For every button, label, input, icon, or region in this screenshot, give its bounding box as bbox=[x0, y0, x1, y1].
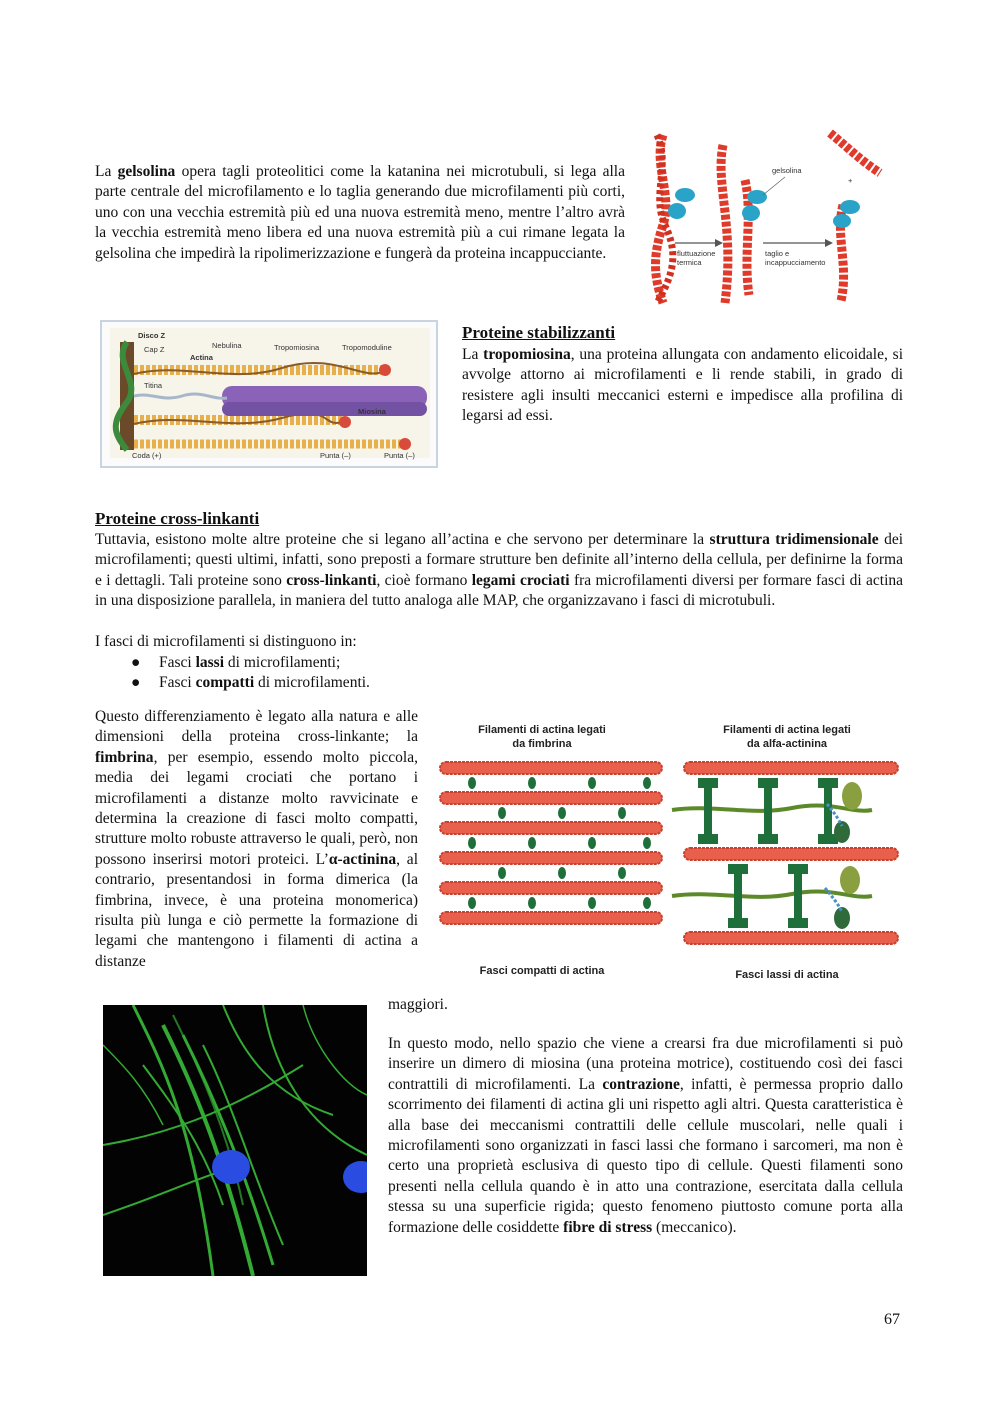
term-alfa-actinina: α-actinina bbox=[328, 850, 397, 868]
label-disco-z: Disco Z bbox=[138, 331, 166, 340]
sarcomere-figure bbox=[100, 320, 438, 468]
text-run: , per esempio, essendo molto piccola, media dei legami crociati che portano i microfilamenti a distanze molto ravvicinate e determina la creazione di fasci molto compatti, strutture molto robuste attraverso le quali, però, non possono inserirsi motori proteici. L’ bbox=[95, 748, 418, 868]
gelsolin-1 bbox=[668, 188, 695, 219]
bundle-left-title bbox=[447, 723, 637, 751]
text-run: , al contrario, presentandosi in forma dimerica (la fimbrina, invece, è una proteina monomerica) risulta più lunga e ciò permette la formazione di legami che mantengono i filamenti di actina a distanze bbox=[95, 850, 418, 970]
label-tropomiosina: Tropomiosina bbox=[274, 343, 320, 352]
heading-stabilizzanti: Proteine stabilizzanti bbox=[462, 323, 616, 342]
text-run: , cioè formano bbox=[376, 571, 472, 589]
sarcomere-diagram bbox=[102, 322, 436, 466]
differenziamento-continuation: maggiori. bbox=[388, 996, 448, 1013]
bundle-right-title bbox=[692, 723, 882, 751]
actin-bundles-figure bbox=[432, 718, 904, 988]
term-gelsolina: gelsolina bbox=[117, 163, 176, 180]
term-legami-crociati: legami crociati bbox=[471, 571, 570, 589]
text-run: opera tagli proteolitici come la katanina nei microtubuli, si lega alla parte centrale del microfilamento e lo taglia generando due microfilamenti più corti, uno con una vecchia estremità più ed una nuova estremità meno, mentre l’altro avrà la vecchia estremità meno libera ed una nuova estremità più a cui rimane legata la gelsolina che impedirà la ripolimerizzazione e fungerà da proteina incappucciante. bbox=[95, 163, 625, 262]
fasci-list bbox=[95, 653, 695, 694]
label-fluttuazione: fluttuazione bbox=[677, 249, 716, 258]
myosin-filament bbox=[222, 386, 427, 416]
label-titina: Titina bbox=[144, 381, 163, 390]
text-run: Tuttavia, esistono molte altre proteine che si legano all’actina e che servono per determinare la bbox=[95, 531, 710, 548]
term-cross-linkanti: cross-linkanti bbox=[286, 571, 377, 589]
text-run: Fasci bbox=[159, 654, 196, 671]
text-run: La bbox=[462, 346, 484, 363]
heading-crosslinkanti: Proteine cross-linkanti bbox=[95, 509, 260, 528]
nucleus bbox=[212, 1150, 250, 1184]
myosin-dimer bbox=[672, 891, 872, 896]
label-tropomoduline: Tropomoduline bbox=[342, 343, 392, 352]
label-termica: termica bbox=[677, 258, 702, 267]
gelsolina-paragraph bbox=[95, 162, 625, 264]
label-plus: + bbox=[848, 176, 853, 185]
text-run: di microfilamenti; bbox=[224, 654, 341, 671]
text-run: In questo modo, nello spazio che viene a crearsi fra due microfilamenti si può inserire un dimero di miosina (una proteina motrice), costituendo così dei fasci contrattili di microfilamenti. La bbox=[388, 1035, 903, 1093]
fasci-intro: I fasci di microfilamenti si distinguono in: bbox=[95, 633, 357, 650]
arrow-2 bbox=[763, 239, 833, 247]
text-run: (meccanico). bbox=[652, 1218, 737, 1236]
term-compatti: compatti bbox=[195, 674, 255, 692]
bundle-diagram bbox=[432, 756, 904, 956]
term-tropomiosina: tropomiosina bbox=[483, 346, 571, 363]
right-title-line-1: Filamenti di actina legati bbox=[723, 724, 851, 736]
label-incappucciamento: incappucciamento bbox=[765, 258, 826, 267]
gelsolin-cut-figure bbox=[645, 125, 900, 305]
term-contrazione: contrazione bbox=[602, 1075, 680, 1093]
text-run: La bbox=[95, 163, 118, 180]
page-number: 67 bbox=[884, 1311, 900, 1328]
compact-bundle bbox=[440, 762, 662, 924]
stabilizzanti-paragraph bbox=[462, 345, 903, 427]
crosslinkanti-paragraph bbox=[95, 530, 903, 612]
text-run: Questo differenziamento è legato alla natura e alle dimensioni della proteina cross-linkante; la bbox=[95, 708, 418, 746]
gelsolina-pointer bbox=[763, 177, 785, 195]
label-gelsolina: gelsolina bbox=[772, 166, 802, 175]
term-struttura: struttura tridimensionale bbox=[709, 531, 879, 548]
term-lassi: lassi bbox=[195, 654, 225, 671]
contrazione-paragraph bbox=[388, 1034, 903, 1238]
label-cap-z: Cap Z bbox=[144, 345, 165, 354]
bundle-left-caption: Fasci compatti di actina bbox=[479, 965, 605, 977]
text-run: fra microfilamenti diversi per formare fasci di actina in una disposizione parallela, in maniera del tutto analoga alle MAP, che organizzavano i fasci di microtubuli. bbox=[95, 571, 904, 610]
label-punta-2: Punta (–) bbox=[384, 451, 415, 460]
right-title-line-2: da alfa-actinina bbox=[746, 738, 828, 750]
label-nebulina: Nebulina bbox=[212, 341, 242, 350]
label-punta-1: Punta (–) bbox=[320, 451, 351, 460]
list-item bbox=[95, 673, 695, 693]
label-actina: Actina bbox=[190, 353, 213, 362]
stress-fibers-micrograph bbox=[103, 1005, 367, 1276]
actin-filament-2 bbox=[721, 145, 749, 303]
bundle-right-caption: Fasci lassi di actina bbox=[735, 969, 839, 981]
text-run: dei microfilamenti; questi ultimi, infatti, sono preposti a formare strutture ben definite all’interno della cellula, per definirne la forma e i dettagli. Tali proteine sono bbox=[95, 531, 904, 589]
differenziamento-paragraph bbox=[95, 707, 418, 972]
loose-bundle bbox=[672, 762, 898, 944]
tropomodulin-cap bbox=[379, 364, 391, 376]
left-title-line-1: Filamenti di actina legati bbox=[478, 724, 606, 736]
list-item bbox=[95, 653, 695, 673]
text-run: Fasci bbox=[159, 674, 196, 692]
text-run: , infatti, è permessa proprio dallo scorrimento dei filamenti di actina gli uni rispetto agli altri. Questa caratteristica è alla base dei meccanismi contrattili delle cellule muscolari, nelle quali i microfilamenti sono organizzati in fasci lassi che formano i sarcomeri, ma non è certo una proprietà esclusiva di questo tipo di cellule. Questi filamenti sono presenti nella cellula quando è in atto una contrazione, esercitata dalla cellula stessa su una superficie rigida; questo fenomeno piuttosto comune porta alla formazione delle cosiddette bbox=[388, 1075, 903, 1236]
term-fibre-di-stress: fibre di stress bbox=[563, 1218, 653, 1236]
text-run: , una proteina allungata con andamento elicoidale, si avvolge attorno ai microfilamenti e li rende stabili, in grado di resistere agli insulti meccanici esterni e impedisce alla profilina di legarsi ad essi. bbox=[462, 346, 903, 425]
label-coda: Coda (+) bbox=[132, 451, 162, 460]
arrow-1 bbox=[675, 239, 723, 247]
actin-filament-1 bbox=[656, 135, 673, 303]
term-fimbrina: fimbrina bbox=[95, 748, 154, 766]
tropomodulin-cap bbox=[339, 416, 351, 428]
text-run: di microfilamenti. bbox=[254, 674, 370, 692]
left-title-line-2: da fimbrina bbox=[512, 738, 572, 750]
bullet-icon: ● bbox=[131, 674, 141, 692]
bullet-icon: ● bbox=[131, 654, 141, 671]
label-miosina: Miosina bbox=[358, 407, 386, 416]
label-taglio: taglio e bbox=[765, 249, 790, 258]
tropomodulin-cap bbox=[399, 438, 411, 450]
